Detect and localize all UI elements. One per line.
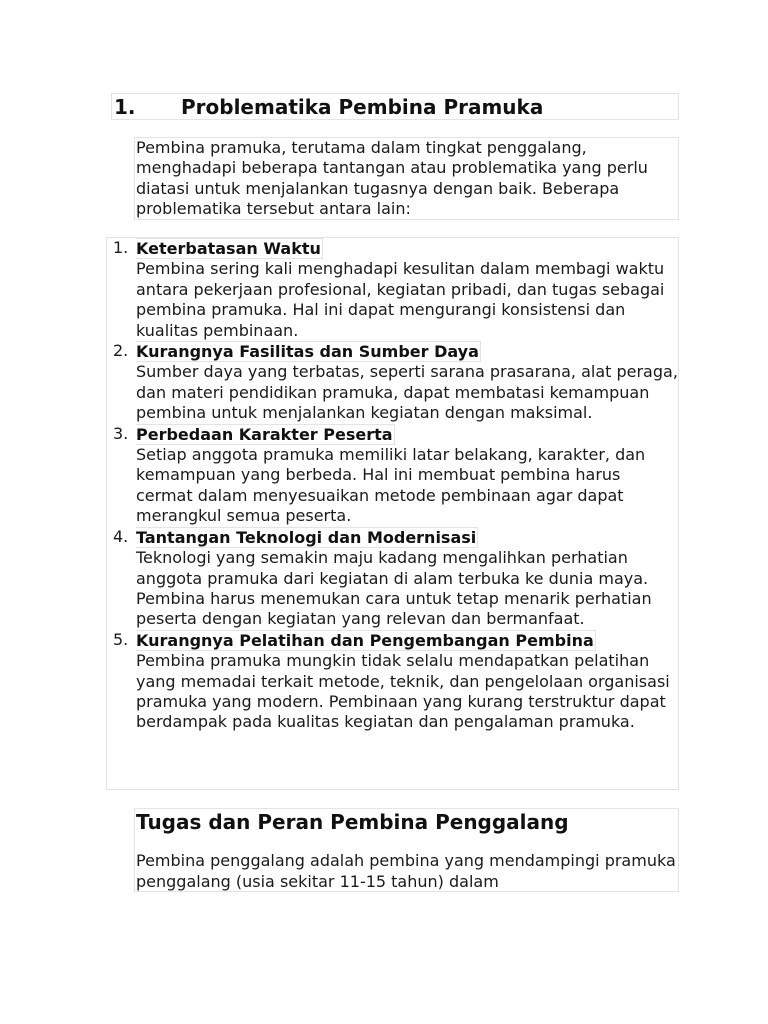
problem-list — [107, 238, 678, 733]
problem-item — [107, 630, 678, 733]
problem-number: 5. — [113, 629, 129, 649]
problem-item — [107, 341, 678, 424]
problem-title: Keterbatasan Waktu — [136, 239, 321, 258]
intro-paragraph: Pembina pramuka, terutama dalam tingkat penggalang, menghadapi beberapa tantangan atau problematika yang perlu diatasi untuk menjalankan tugasnya dengan baik. Beberapa problematika tersebut antara lain: — [136, 138, 648, 219]
problem-number: 1. — [113, 238, 129, 257]
section-heading — [111, 93, 679, 120]
intro-paragraph-box — [134, 137, 679, 220]
problem-title: Tantangan Teknologi dan Modernisasi — [136, 527, 477, 547]
section-number: 1. — [114, 95, 136, 119]
problem-item — [107, 527, 678, 630]
problem-number: 3. — [113, 423, 129, 443]
problem-title: Perbedaan Karakter Peserta — [136, 424, 393, 444]
problem-description: Pembina pramuka mungkin tidak selalu mendapatkan pelatihan yang memadai terkait metode, teknik, dan pengelolaan organisasi pramuka yang modern. Pembinaan yang kurang terstruktur dapat berdampak pada kualitas kegiatan dan pengalaman pramuka. — [136, 651, 670, 732]
problem-list-box — [106, 237, 679, 790]
problem-item — [107, 238, 678, 341]
problem-description: Sumber daya yang terbatas, seperti sarana prasarana, alat peraga, dan materi pendidikan pramuka, dapat membatasi kemampuan pembina untuk menjalankan kegiatan dengan maksimal. — [136, 362, 678, 423]
section-title: Problematika Pembina Pramuka — [181, 95, 544, 119]
problem-number: 4. — [113, 526, 129, 546]
problem-description: Setiap anggota pramuka memiliki latar belakang, karakter, dan kemampuan yang berbeda. Hal ini membuat pembina harus cermat dalam menyesuaikan metode pembinaan agar dapat merangkul semua peserta. — [136, 445, 646, 526]
section2-box — [134, 808, 679, 892]
problem-item — [107, 424, 678, 527]
problem-description: Pembina sering kali menghadapi kesulitan dalam membagi waktu antara pekerjaan profesional, kegiatan pribadi, dan tugas sebagai pembina pramuka. Hal ini dapat mengurangi konsistensi dan kualitas pembinaan. — [136, 259, 665, 340]
section2-title: Tugas dan Peran Pembina Penggalang — [136, 810, 569, 834]
problem-description: Teknologi yang semakin maju kadang mengalihkan perhatian anggota pramuka dari kegiatan di alam terbuka ke dunia maya. Pembina harus menemukan cara untuk tetap menarik perhatian peserta dengan kegiatan yang relevan dan bermanfaat. — [136, 548, 652, 629]
problem-number: 2. — [113, 341, 129, 361]
section2-paragraph: Pembina penggalang adalah pembina yang mendampingi pramuka penggalang (usia sekitar 11-15 tahun) dalam — [136, 851, 676, 891]
problem-title: Kurangnya Fasilitas dan Sumber Daya — [136, 342, 479, 362]
problem-title: Kurangnya Pelatihan dan Pengembangan Pembina — [136, 630, 594, 650]
